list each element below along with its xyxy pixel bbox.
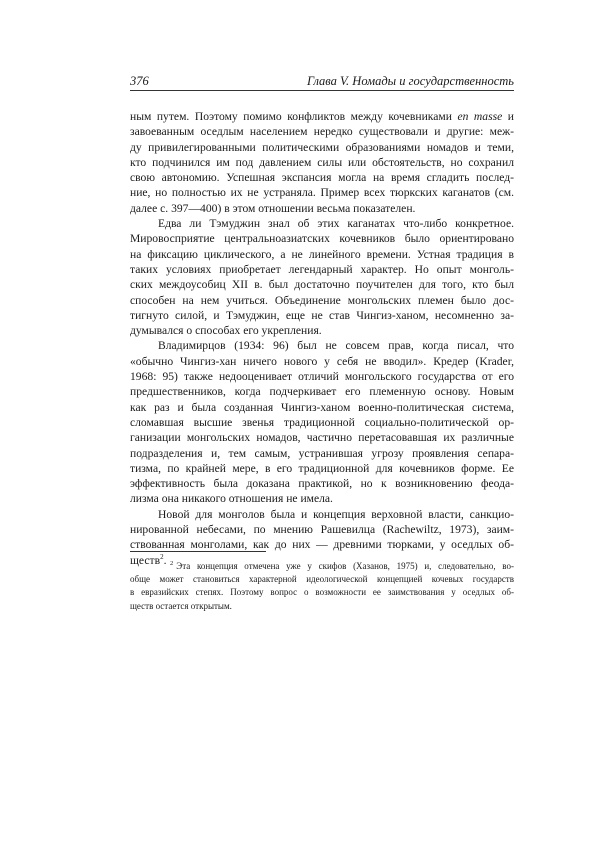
footnote-line: обще может становиться характерной идеологической концепцией кочевых государств	[130, 574, 514, 585]
paragraph-2	[130, 216, 514, 338]
paragraph-1	[130, 109, 514, 216]
text-line: ствованная монголами, как до них — древними тюрками, у оседлых об-	[130, 538, 514, 552]
text-line: Едва ли Тэмуджин знал об этих каганатах что-либо конкретное.	[158, 217, 514, 231]
text-line: далее с. 397—400) в этом отношении весьма показателен.	[130, 201, 416, 215]
text-line: как раз и была созданная Чингиз-ханом военно-политическая система,	[130, 400, 514, 414]
text-line: завоеванным оседлым населением нередко существовали и другие: меж-	[130, 125, 514, 139]
text-line: эффективность была доказана практикой, но к возникновению феода-	[130, 477, 514, 491]
text-line: ганизации монгольских номадов, частично перетасовавшая их различные	[130, 431, 514, 445]
text-line: предшественников, когда подчеркивает его племенную основу. Новым	[130, 385, 514, 399]
footnote-mark: 2	[170, 560, 174, 567]
emphasis-en-masse: en masse	[457, 110, 503, 123]
running-header	[130, 74, 514, 88]
footnote-reference[interactable]: 2	[160, 552, 164, 561]
text-line: Новой для монголов была и концепция верховной власти, санкцио-	[158, 507, 514, 521]
text-line: лизма она никакого отношения не имела.	[130, 492, 333, 506]
footnote	[130, 560, 514, 613]
footnote-line: ществ остается открытым.	[130, 600, 232, 611]
footnote-rule	[130, 551, 266, 552]
text-line: ным путем. Поэтому помимо конфликтов между кочевниками en masse и	[130, 110, 514, 123]
footnote-line: в евразийских степях. Поэтому вопрос о возможности ее заимствования у оседлых об-	[130, 587, 514, 598]
text-line: думывался о способах его укрепления.	[130, 324, 322, 338]
text-line: «обычно Чингиз-хан ничего нового у себя не вводил». Кредер (Krader,	[130, 354, 514, 368]
paragraph-4	[130, 507, 514, 568]
text-line: ских междоусобиц XII в. был достаточно поучителен для того, кто был	[130, 278, 514, 292]
text-line: ществ$^2$.	[130, 552, 167, 567]
text-line: Владимирцов (1934: 96) был не совсем прав, когда писал, что	[158, 339, 514, 353]
text-line: способен на нем учиться. Объединение монгольских племен было дос-	[130, 293, 514, 307]
text-line: 1968: 95) также недооценивает отличий монгольского государства от его	[130, 370, 514, 384]
chapter-title: Глава V. Номады и государственность	[307, 74, 514, 88]
text-line: тизма, по крайней мере, в его традиционной для кочевников форме. Ее	[130, 461, 514, 475]
paragraph-3	[130, 338, 514, 506]
text-line: кто подчинился им под давлением силы или обстоятельств, но сохранил	[130, 155, 514, 169]
text-line: подразделения и, тем самым, устранившая угрозу проявления сепара-	[130, 446, 514, 460]
text-line: тигнуто силой, и Тэмуджин, еще не став Чингиз-ханом, несомненно за-	[130, 308, 514, 322]
text-line: Мировосприятие центральноазиатских кочевников было ориентировано	[130, 232, 514, 246]
footnote-line: $^2$ Эта концепция отмечена уже у скифов (Хазанов, 1975) и, следовательно, во-	[170, 560, 514, 571]
header-rule	[130, 90, 514, 91]
page-number: 376	[130, 74, 149, 88]
text-line: свою автономию. Успешная экспансия могла на время сгладить послед-	[130, 171, 514, 185]
text-line: таких условиях приобретает легендарный характер. Но опыт монголь-	[130, 262, 514, 276]
text-line: сломавшая высшие звенья традиционной социально-политической ор-	[130, 415, 514, 429]
body-text	[130, 109, 514, 568]
text-line: ду привилегированными политическими образованиями номадов и теми,	[130, 140, 514, 154]
text-line: на фиксацию циклического, а не линейного времени. Устная традиция в	[130, 247, 514, 261]
text-line: ние, но полностью их не устраняла. Пример всех тюркских каганатов (см.	[130, 186, 514, 200]
text-line: нированной небесами, по мнению Рашевилца (Rachewiltz, 1973), заим-	[130, 523, 514, 537]
